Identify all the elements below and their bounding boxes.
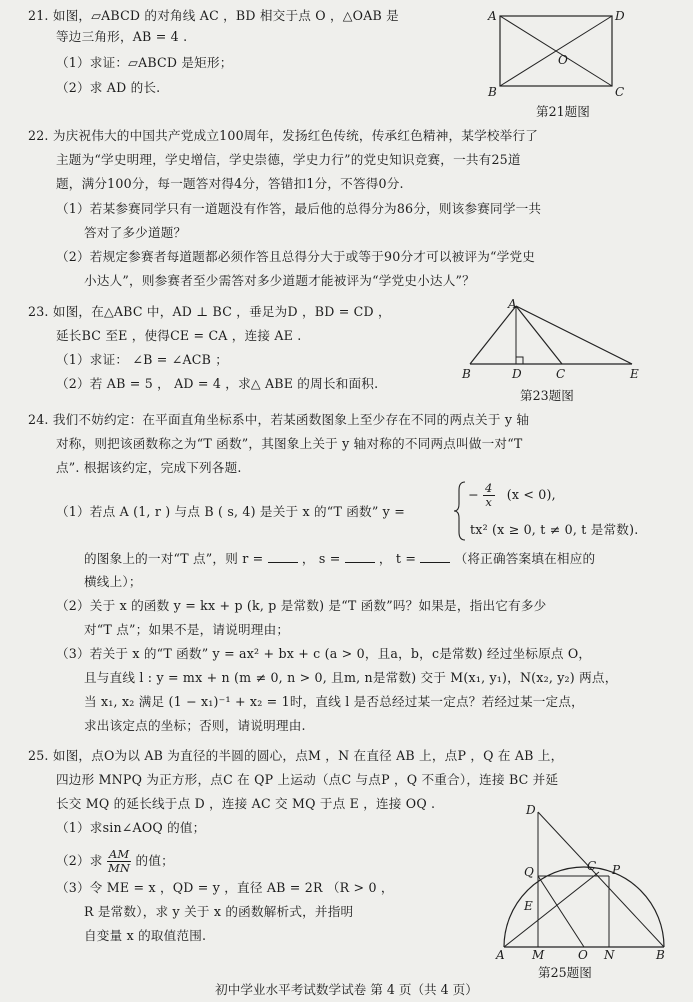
q25-p3-line-3: 自变量 x 的取值范围. <box>84 928 207 943</box>
q25-label-o: O <box>578 948 588 960</box>
q22-line-4: （1）若某参赛同学只有一道题没有作答，最后他的总得分为86分，则该参赛同学一共 <box>56 201 542 216</box>
q23-line-3: （1）求证： ∠B = ∠ACB ； <box>56 352 229 367</box>
q23-line-2: 延长BC 至E ，使得CE = CA ，连接 AE . <box>56 328 302 343</box>
q24-piecewise <box>453 480 467 546</box>
q21-line-1: 21. 如图，▱ABCD 的对角线 AC ，BD 相交于点 O ，△OAB 是 <box>28 8 399 23</box>
q24-case1-fraction: $\frac{4}{x}$ <box>484 481 493 509</box>
q21-label-a: A <box>488 9 497 23</box>
q25-label-m: M <box>532 948 545 960</box>
q25-label-e: E <box>524 899 533 913</box>
q22-line-3: 题，满分100分，每一题答对得4分，答错扣1分，不答得0分. <box>56 176 404 191</box>
q24-p2-line-2: 对“T 点”；如果不是，请说明理由； <box>84 622 290 637</box>
q23-label-d: D <box>512 367 522 381</box>
q25-label-n: N <box>604 948 615 960</box>
q21-label-d: D <box>615 9 625 23</box>
q24-p1-intro: （1）若点 A (1, r ) 与点 B ( s, 4) 是关于 x 的“T 函数” y = <box>56 504 405 519</box>
q24-p2-line-1: （2）关于 x 的函数 y = kx + p (k, p 是常数) 是“T 函数”吗？如果是，指出它有多少 <box>56 598 547 613</box>
q23-label-c: C <box>556 367 566 381</box>
q25-figure <box>486 802 666 960</box>
q23-label-e: E <box>630 367 639 381</box>
answer-blank-r[interactable] <box>268 550 298 563</box>
q25-caption: 第25题图 <box>538 965 592 980</box>
q25-label-d: D <box>526 803 536 817</box>
q22-line-7: 小达人”，则参赛者至少需答对多少道题才能被评为“学党史小达人”？ <box>84 273 475 288</box>
q25-label-p: P <box>612 863 621 877</box>
q25-line-2: 四边形 MNPQ 为正方形，点C 在 QP 上运动（点C 与点P ，Q 不重合），连接 BC 并延 <box>56 772 559 787</box>
q21-caption: 第21题图 <box>536 104 590 119</box>
q24-p3-line-3: 当 x₁, x₂ 满足 (1 − x₁)⁻¹ + x₂ = 1时，直线 l 是否总经过某一定点？若经过某一定点， <box>84 694 584 709</box>
q21-line-4: （2）求 AD 的长. <box>56 80 161 95</box>
page-footer: 初中学业水平考试数学试卷 第 4 页（共 4 页） <box>215 982 478 997</box>
q22-line-5: 答对了多少道题？ <box>84 225 187 240</box>
q21-line-3: （1）求证：▱ABCD 是矩形； <box>56 55 233 70</box>
q25-label-a: A <box>496 948 505 960</box>
q24-p1-end: 横线上）； <box>84 574 142 589</box>
q21-label-c: C <box>615 85 625 99</box>
q25-label-c: C <box>587 859 597 873</box>
q21-figure <box>486 6 626 100</box>
q25-line-4: （1）求sin∠AOQ 的值； <box>56 820 206 835</box>
q21-label-b: B <box>488 85 497 99</box>
q24-line-2: 对称，则把该函数称之为“T 函数”，其图象上关于 y 轴对称的不同两点叫做一对“T <box>56 436 523 451</box>
q24-line-3: 点”. 根据该约定，完成下列各题. <box>56 460 242 475</box>
answer-blank-t[interactable] <box>420 550 450 563</box>
q24-p3-line-1: （3）若关于 x 的“T 函数” y = ax² + bx + c (a > 0，且a，b，c是常数) 经过坐标原点 O， <box>56 646 592 661</box>
q23-caption: 第23题图 <box>520 388 574 403</box>
q25-label-q: Q <box>524 865 534 879</box>
answer-blank-s[interactable] <box>345 550 375 563</box>
q22-line-6: （2）若规定参赛者每道题都必须作答且总得分大于或等于90分才可以被评为“学党史 <box>56 249 536 264</box>
q22-line-1: 22. 为庆祝伟大的中国共产党成立100周年，发扬红色传统，传承红色精神，某学校举行了 <box>28 128 539 143</box>
q24-p1-answers: 的图象上的一对“T 点”，则 r = ， s = ， t = （将正确答案填在相应的 <box>84 551 596 566</box>
q25-p3-line-2: R 是常数），求 y 关于 x 的函数解析式，并指明 <box>84 904 354 919</box>
q24-p3-line-2: 且与直线 l : y = mx + n (m ≠ 0, n > 0, 且m, n是常数) 交于 M(x₁, y₁)，N(x₂, y₂) 两点， <box>84 670 618 685</box>
q25-label-b: B <box>656 948 665 960</box>
q23-figure <box>456 298 656 384</box>
q25-p2: （2）求 $\frac{AM}{MN}$ 的值； <box>56 847 174 875</box>
q24-line-1: 24. 我们不妨约定：在平面直角坐标系中，若某函数图象上至少存在不同的两点关于 y 轴 <box>28 412 530 427</box>
q22-line-2: 主题为“学史明理，学史增信，学史崇德，学史力行”的党史知识竞赛，一共有25道 <box>56 152 521 167</box>
q25-fraction: $\frac{AM}{MN}$ <box>107 847 131 875</box>
q24-case2: tx² (x ≥ 0, t ≠ 0, t 是常数). <box>470 522 639 537</box>
q23-line-4: （2）若 AB = 5 ， AD = 4 ，求△ ABE 的周长和面积. <box>56 376 379 391</box>
q23-label-b: B <box>462 367 471 381</box>
q23-line-1: 23. 如图，在△ABC 中，AD ⊥ BC ，垂足为D ，BD = CD ， <box>28 304 391 319</box>
q24-case1: − $\frac{4}{x}$ (x < 0), <box>468 481 556 509</box>
q21-line-2: 等边三角形，AB = 4 . <box>56 29 188 44</box>
q23-label-a: A <box>508 298 517 311</box>
q25-line-3: 长交 MQ 的延长线于点 D ，连接 AC 交 MQ 于点 E ，连接 OQ . <box>56 796 436 811</box>
q21-label-o: O <box>558 53 568 67</box>
q24-p3-line-4: 求出该定点的坐标；否则，请说明理由. <box>84 718 306 733</box>
q25-p3-line-1: （3）令 ME = x ，QD = y ，直径 AB = 2R （R > 0 ， <box>56 880 394 895</box>
q25-line-1: 25. 如图，点O为以 AB 为直径的半圆的圆心，点M ，N 在直径 AB 上，点P ，Q 在 AB 上， <box>28 748 564 763</box>
